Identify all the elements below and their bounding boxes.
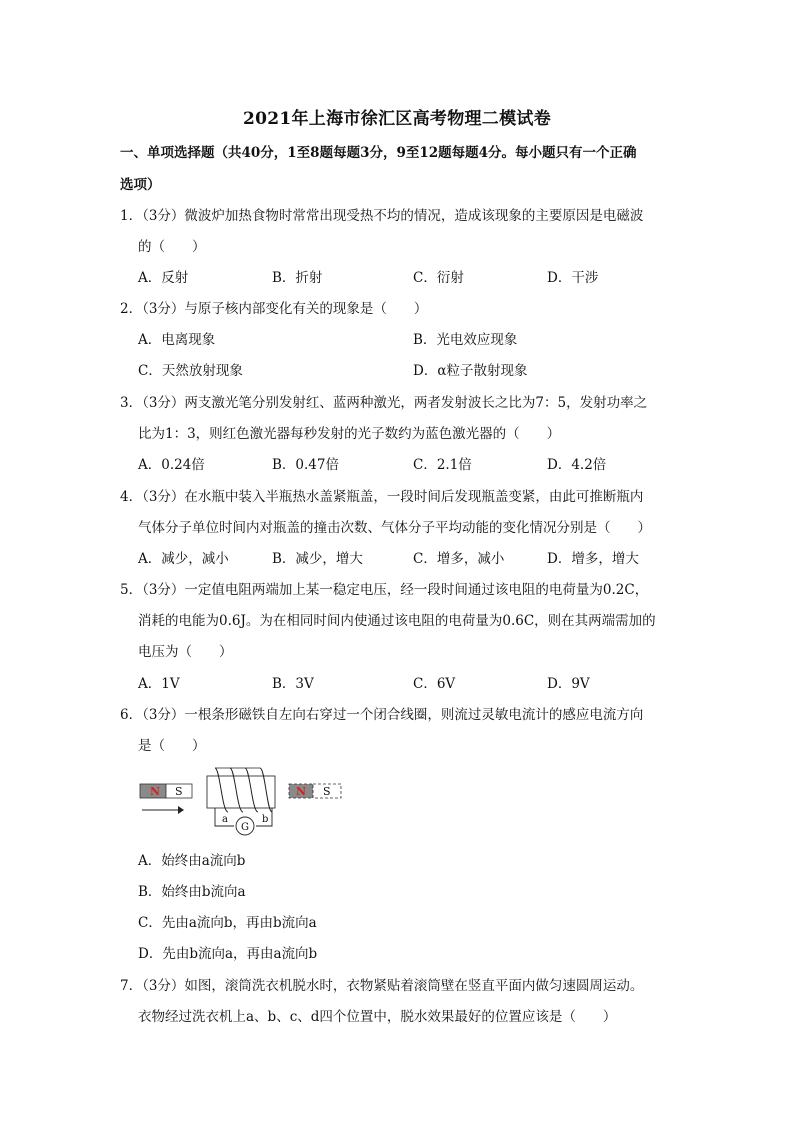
question-2-option-d[interactable]: D．α粒子散射现象 xyxy=(413,363,528,379)
question-1-option-b[interactable]: B．折射 xyxy=(272,270,323,286)
question-4-option-b[interactable]: B．减少，增大 xyxy=(272,551,363,567)
question-3-text: 3．（3分）两支激光笔分别发射红、蓝两种激光，两者发射波长之比为7：5，发射功率之 xyxy=(120,395,648,411)
right-magnet-south: S xyxy=(323,785,331,798)
motion-arrow-icon xyxy=(142,806,184,814)
question-4-option-d[interactable]: D．增多，增大 xyxy=(547,551,639,567)
question-1-option-d[interactable]: D．干涉 xyxy=(547,270,599,286)
left-bar-magnet xyxy=(140,784,192,798)
section-heading: 一、单项选择题（共40分，1至8题每题3分，9至12题每题4分。每小题只有一个正确 xyxy=(120,145,637,161)
question-5-option-b[interactable]: B．3V xyxy=(272,676,314,692)
question-1-text-cont: 的（ ） xyxy=(138,239,206,255)
question-4-text: 4．（3分）在水瓶中装入半瓶热水盖紧瓶盖，一段时间后发现瓶盖变紧，由此可推断瓶内 xyxy=(120,489,644,505)
galvanometer-circuit xyxy=(215,808,272,835)
question-4-option-a[interactable]: A．减少，减小 xyxy=(138,551,229,567)
question-7-text-cont: 衣物经过洗衣机上a、b、c、d四个位置中，脱水效果最好的位置应该是（ ） xyxy=(138,1009,617,1025)
question-5-option-c[interactable]: C．6V xyxy=(413,676,456,692)
question-6-option-c[interactable]: C．先由a流向b，再由b流向a xyxy=(138,915,317,931)
question-6-text-cont: 是（ ） xyxy=(138,738,206,754)
section-heading-cont: 选项） xyxy=(120,177,161,193)
right-magnet-north: N xyxy=(296,785,307,798)
question-3-option-d[interactable]: D．4.2倍 xyxy=(547,457,607,473)
question-6-text: 6．（3分）一根条形磁铁自左向右穿过一个闭合线圈，则流过灵敏电流计的感应电流方向 xyxy=(120,707,644,723)
question-3-option-a[interactable]: A．0.24倍 xyxy=(138,457,205,473)
left-magnet-south: S xyxy=(175,785,183,798)
question-6-option-b[interactable]: B．始终由b流向a xyxy=(138,884,246,900)
question-3-option-b[interactable]: B．0.47倍 xyxy=(272,457,339,473)
question-4-text-cont: 气体分子单位时间内对瓶盖的撞击次数、气体分子平均动能的变化情况分别是（ ） xyxy=(138,520,651,536)
question-5-text: 5．（3分）一定值电阻两端加上某一稳定电压，经一段时间通过该电阻的电荷量为0.2C， xyxy=(120,582,649,598)
question-1-option-a[interactable]: A．反射 xyxy=(138,270,189,286)
question-6-option-a[interactable]: A．始终由a流向b xyxy=(138,853,246,869)
right-bar-magnet xyxy=(289,784,341,798)
question-7-text: 7．（3分）如图，滚筒洗衣机脱水时，衣物紧贴着滚筒壁在竖直平面内做匀速圆周运动。 xyxy=(120,978,644,994)
terminal-a-label: a xyxy=(222,814,228,825)
left-magnet-north: N xyxy=(150,785,161,798)
question-6-option-d[interactable]: D．先由b流向a，再由a流向b xyxy=(138,946,318,962)
terminal-b-label: b xyxy=(262,814,269,825)
question-3-text-cont: 比为1：3，则红色激光器每秒发射的光子数约为蓝色激光器的（ ） xyxy=(138,426,561,442)
question-5-option-a[interactable]: A．1V xyxy=(138,676,180,692)
question-2-option-a[interactable]: A．电离现象 xyxy=(138,332,216,348)
question-2-text: 2．（3分）与原子核内部变化有关的现象是（ ） xyxy=(120,301,428,317)
galvanometer-label: G xyxy=(241,822,249,833)
question-4-option-c[interactable]: C．增多，减小 xyxy=(413,551,505,567)
coil xyxy=(207,768,275,812)
question-5-text-cont: 消耗的电能为0.6J。为在相同时间内使通过该电阻的电荷量为0.6C，则在其两端需加的 xyxy=(138,613,656,629)
question-5-text-cont2: 电压为（ ） xyxy=(138,644,233,660)
question-1-option-c[interactable]: C．衍射 xyxy=(413,270,464,286)
question-1-text: 1．（3分）微波炉加热食物时常常出现受热不均的情况，造成该现象的主要原因是电磁波 xyxy=(120,208,644,224)
coil-magnet-figure xyxy=(138,760,348,840)
question-3-option-c[interactable]: C．2.1倍 xyxy=(413,457,472,473)
question-2-option-c[interactable]: C．天然放射现象 xyxy=(138,363,243,379)
question-2-option-b[interactable]: B．光电效应现象 xyxy=(413,332,518,348)
page-title: 2021年上海市徐汇区高考物理二模试卷 xyxy=(242,109,551,129)
question-5-option-d[interactable]: D．9V xyxy=(547,676,590,692)
